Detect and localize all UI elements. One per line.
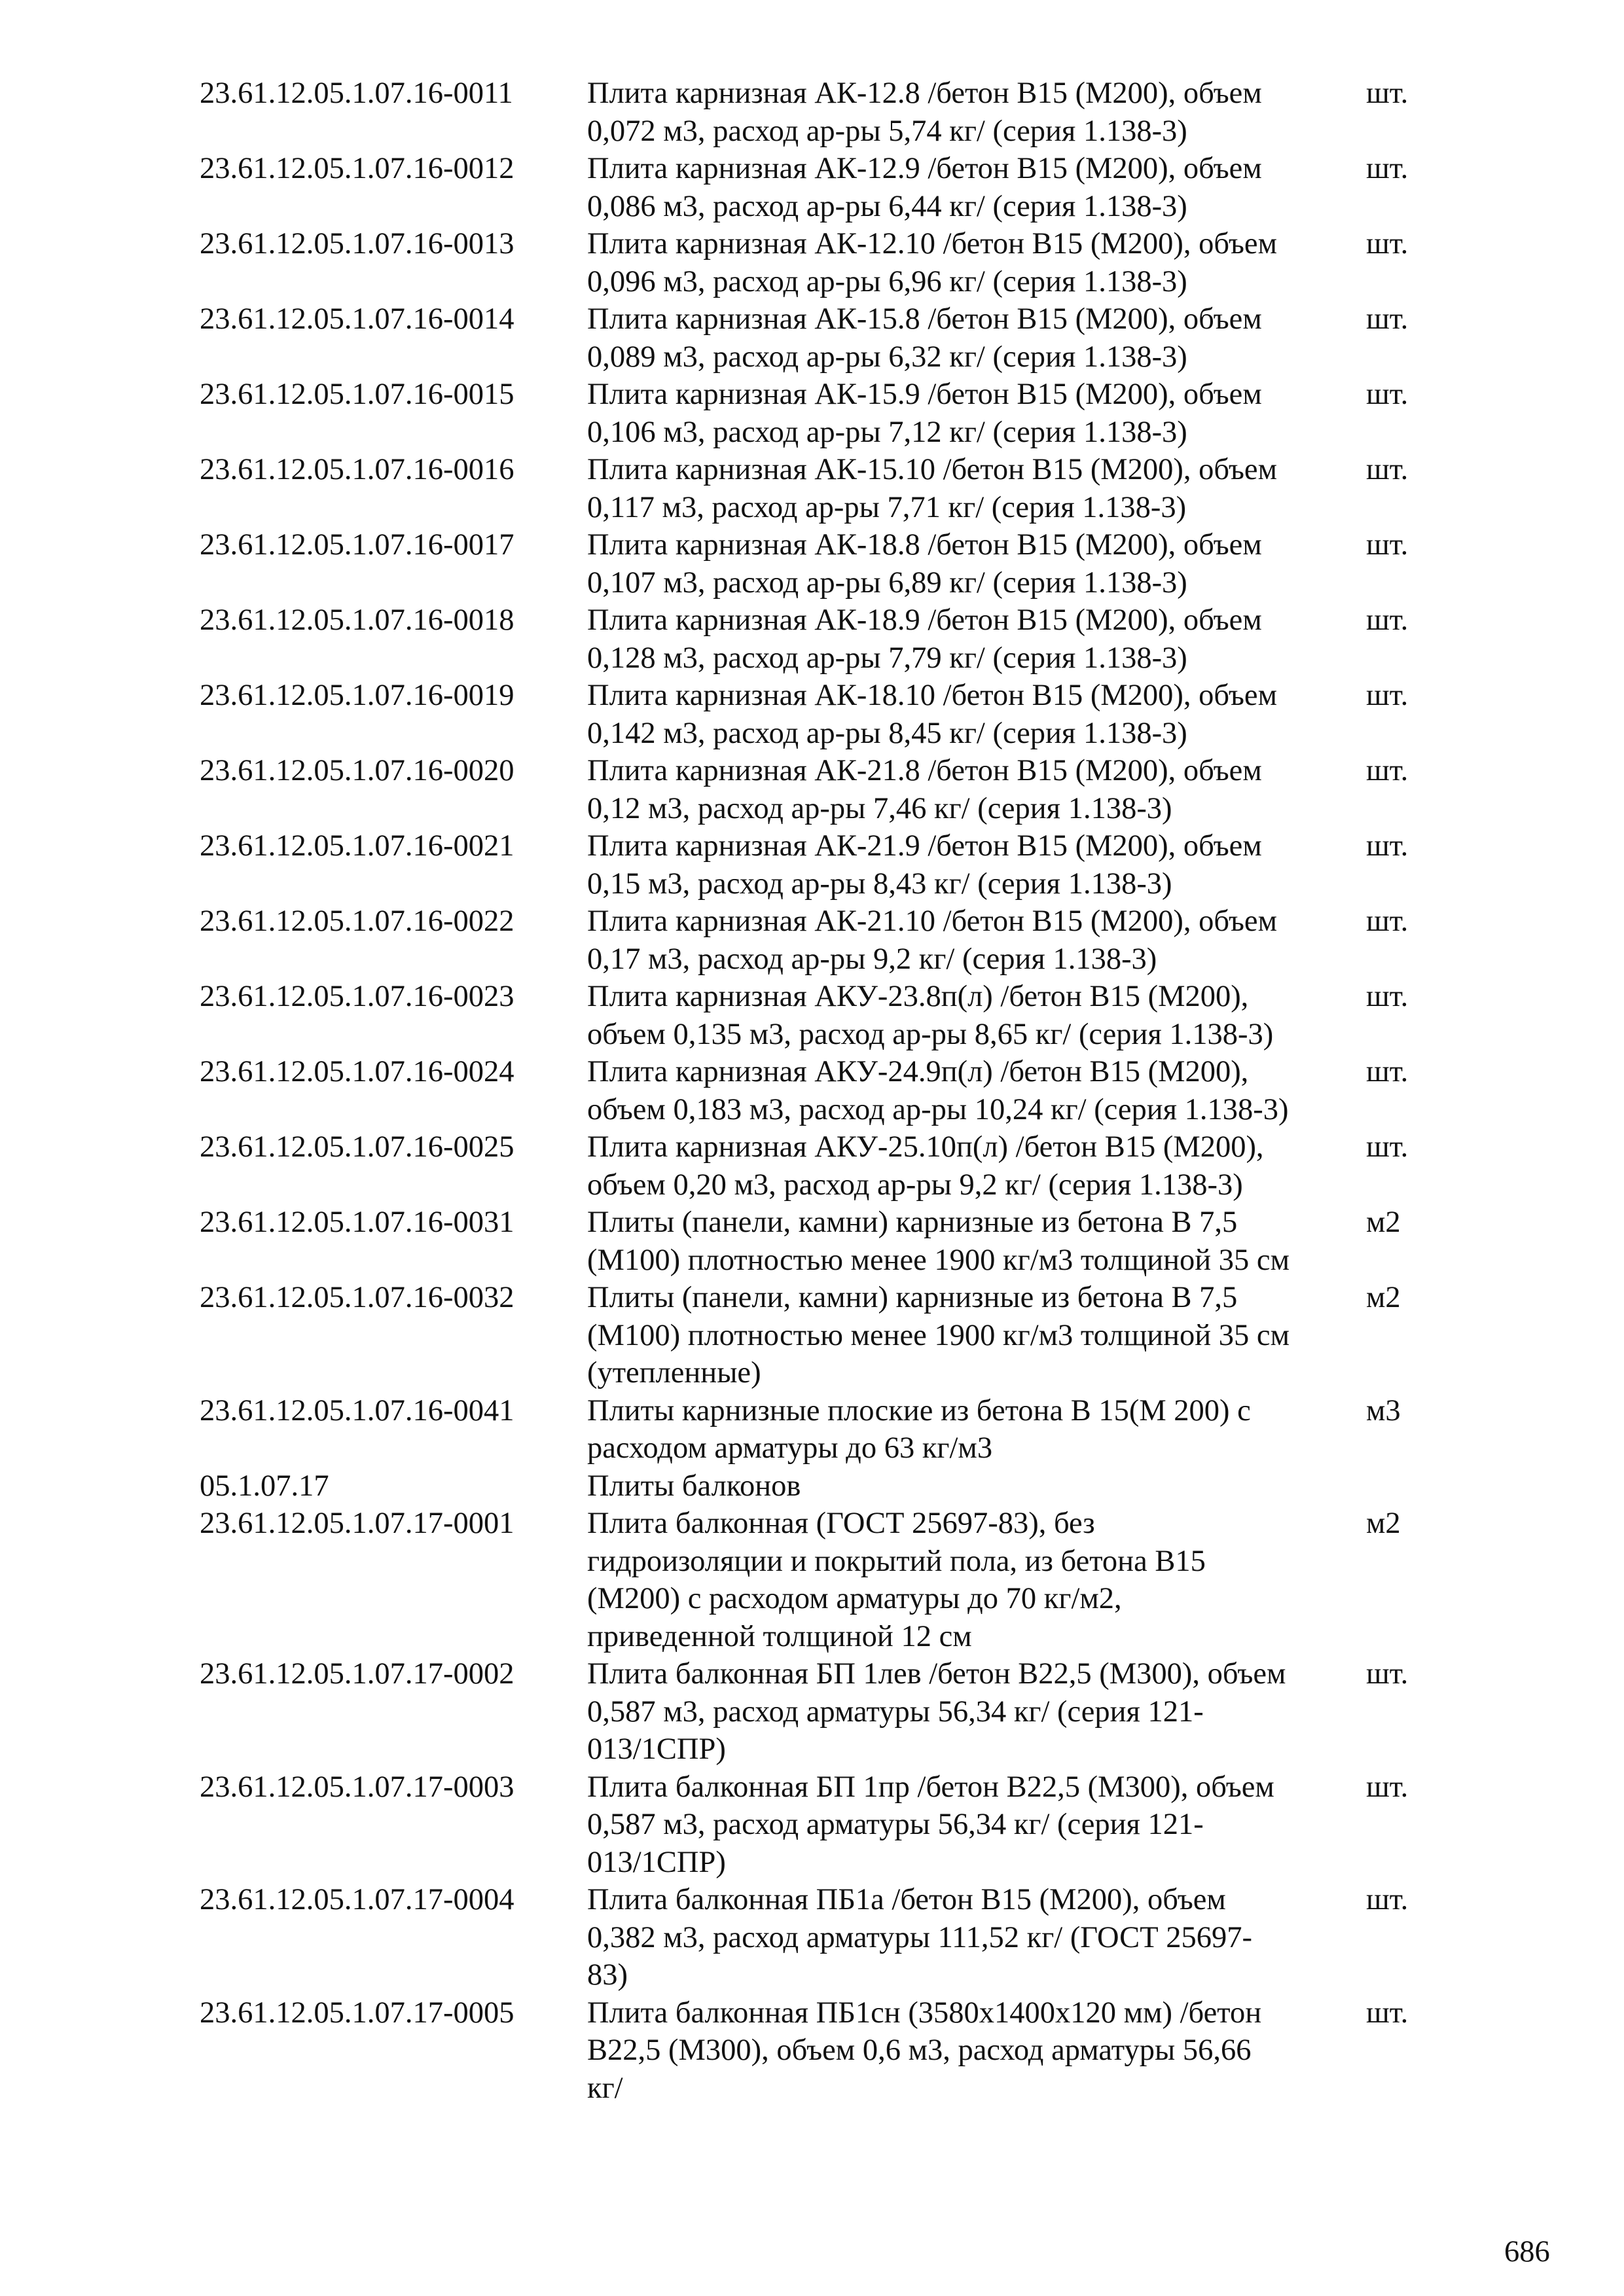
- table-row: [200, 75, 1443, 150]
- description-line: 0,117 м3, расход ар-ры 7,71 кг/ (серия 1.138-3): [587, 490, 1187, 524]
- item-unit: шт.: [1366, 227, 1409, 260]
- table-row: [200, 752, 1443, 827]
- item-code: 23.61.12.05.1.07.17-0003: [200, 1770, 514, 1804]
- item-description: [587, 376, 1366, 451]
- table-row: [200, 1467, 1443, 1505]
- item-code: 23.61.12.05.1.07.16-0023: [200, 980, 514, 1013]
- description-line: 0,587 м3, расход арматуры 56,34 кг/ (серия 121-: [587, 1695, 1204, 1729]
- table-row: [200, 903, 1443, 978]
- description-line: гидроизоляции и покрытий пола, из бетона В15: [587, 1544, 1206, 1578]
- table-row: [200, 376, 1443, 451]
- table-row: [200, 1204, 1443, 1279]
- description-line: 0,107 м3, расход ар-ры 6,89 кг/ (серия 1.138-3): [587, 565, 1187, 600]
- table-row: [200, 1053, 1443, 1128]
- description-line: 0,106 м3, расход ар-ры 7,12 кг/ (серия 1.138-3): [587, 415, 1187, 449]
- table-row: [200, 677, 1443, 752]
- description-line: В22,5 (М300), объем 0,6 м3, расход арматуры 56,66: [587, 2034, 1252, 2067]
- description-line: 0,128 м3, расход ар-ры 7,79 кг/ (серия 1.138-3): [587, 641, 1187, 675]
- table-row: [200, 1392, 1443, 1467]
- item-description: [587, 1204, 1366, 1279]
- description-line: Плита карнизная АК-15.8 /бетон В15 (М200), объем: [587, 302, 1262, 336]
- item-description: [587, 1881, 1366, 1994]
- item-description: [587, 677, 1366, 752]
- description-line: Плита карнизная АК-18.10 /бетон В15 (М200), объем: [587, 679, 1277, 712]
- item-description: [587, 75, 1366, 150]
- description-line: приведенной толщиной 12 см: [587, 1619, 972, 1653]
- description-line: Плиты (панели, камни) карнизные из бетона В 7,5: [587, 1281, 1238, 1314]
- item-description: [587, 827, 1366, 903]
- item-code: 23.61.12.05.1.07.16-0014: [200, 302, 514, 336]
- description-line: Плита карнизная АК-12.8 /бетон В15 (М200), объем: [587, 77, 1262, 110]
- item-unit: шт.: [1366, 152, 1409, 185]
- description-line: Плита карнизная АК-15.9 /бетон В15 (М200), объем: [587, 378, 1262, 411]
- description-line: (М200) с расходом арматуры до 70 кг/м2,: [587, 1582, 1122, 1615]
- page-number: 686: [1504, 2235, 1550, 2269]
- item-code: 23.61.12.05.1.07.16-0032: [200, 1281, 514, 1314]
- description-line: объем 0,135 м3, расход ар-ры 8,65 кг/ (серия 1.138-3): [587, 1017, 1274, 1051]
- item-code: 23.61.12.05.1.07.16-0021: [200, 829, 514, 863]
- item-unit: шт.: [1366, 905, 1409, 938]
- description-line: Плита балконная БП 1лев /бетон В22,5 (М300), объем: [587, 1657, 1286, 1691]
- item-description: [587, 225, 1366, 300]
- table-row: [200, 526, 1443, 601]
- description-line: Плита балконная ПБ1а /бетон В15 (М200), объем: [587, 1883, 1226, 1916]
- item-description: [587, 1768, 1366, 1882]
- description-line: Плита карнизная АК-15.10 /бетон В15 (М200), объем: [587, 453, 1277, 486]
- item-description: [587, 150, 1366, 225]
- item-code: 23.61.12.05.1.07.16-0017: [200, 528, 514, 562]
- table-row: [200, 978, 1443, 1053]
- item-code: 23.61.12.05.1.07.16-0022: [200, 905, 514, 938]
- table-row: [200, 1768, 1443, 1882]
- table-row: [200, 1128, 1443, 1204]
- description-line: Плиты (панели, камни) карнизные из бетона В 7,5: [587, 1206, 1238, 1239]
- item-description: [587, 1505, 1366, 1655]
- item-description: [587, 601, 1366, 677]
- item-unit: шт.: [1366, 528, 1409, 562]
- description-line: Плита карнизная АК-18.9 /бетон В15 (М200), объем: [587, 603, 1262, 637]
- description-line: 0,12 м3, расход ар-ры 7,46 кг/ (серия 1.138-3): [587, 791, 1172, 825]
- item-unit: шт.: [1366, 679, 1409, 712]
- table-row: [200, 1881, 1443, 1994]
- description-line: объем 0,183 м3, расход ар-ры 10,24 кг/ (серия 1.138-3): [587, 1092, 1289, 1126]
- item-unit: шт.: [1366, 453, 1409, 486]
- item-unit: м2: [1366, 1507, 1401, 1540]
- item-description: [587, 1128, 1366, 1204]
- description-line: 0,086 м3, расход ар-ры 6,44 кг/ (серия 1.138-3): [587, 189, 1187, 223]
- item-unit: шт.: [1366, 1770, 1409, 1804]
- item-description: [587, 526, 1366, 601]
- table-row: [200, 1994, 1443, 2108]
- item-unit: шт.: [1366, 302, 1409, 336]
- table-row: [200, 827, 1443, 903]
- description-line: 0,15 м3, расход ар-ры 8,43 кг/ (серия 1.138-3): [587, 867, 1172, 901]
- item-description: [587, 1053, 1366, 1128]
- item-description: [587, 1994, 1366, 2108]
- description-line: Плита карнизная АК-21.8 /бетон В15 (М200), объем: [587, 754, 1262, 787]
- item-unit: шт.: [1366, 1883, 1409, 1916]
- table-row: [200, 601, 1443, 677]
- description-line: Плита карнизная АК-12.9 /бетон В15 (М200), объем: [587, 152, 1262, 185]
- price-list-table: [200, 75, 1443, 2107]
- item-description: [587, 1392, 1366, 1467]
- description-line: Плита балконная (ГОСТ 25697-83), без: [587, 1507, 1095, 1540]
- description-line: 0,096 м3, расход ар-ры 6,96 кг/ (серия 1.138-3): [587, 264, 1187, 298]
- description-line: 013/1СПР): [587, 1732, 726, 1766]
- item-code: 23.61.12.05.1.07.16-0025: [200, 1130, 514, 1164]
- item-description: [587, 300, 1366, 376]
- description-line: 0,587 м3, расход арматуры 56,34 кг/ (серия 121-: [587, 1808, 1204, 1841]
- description-line: Плиты карнизные плоские из бетона В 15(М 200) с: [587, 1393, 1251, 1427]
- item-code: 23.61.12.05.1.07.16-0013: [200, 227, 514, 260]
- description-line: 83): [587, 1958, 628, 1992]
- description-line: объем 0,20 м3, расход ар-ры 9,2 кг/ (серия 1.138-3): [587, 1168, 1243, 1202]
- item-code: 23.61.12.05.1.07.16-0011: [200, 77, 513, 110]
- item-description: [587, 752, 1366, 827]
- table-row: [200, 1505, 1443, 1655]
- description-line: 0,382 м3, расход арматуры 111,52 кг/ (ГОСТ 25697-: [587, 1920, 1252, 1954]
- item-code: 23.61.12.05.1.07.16-0012: [200, 152, 514, 185]
- description-line: (М100) плотностью менее 1900 кг/м3 толщиной 35 см: [587, 1318, 1290, 1352]
- table-row: [200, 225, 1443, 300]
- table-row: [200, 1655, 1443, 1768]
- table-row: [200, 300, 1443, 376]
- item-unit: шт.: [1366, 1657, 1409, 1691]
- description-line: Плита карнизная АК-21.9 /бетон В15 (М200), объем: [587, 829, 1262, 863]
- item-code: 23.61.12.05.1.07.17-0004: [200, 1883, 514, 1916]
- item-description: [587, 978, 1366, 1053]
- description-line: Плита карнизная АК-12.10 /бетон В15 (М200), объем: [587, 227, 1277, 260]
- description-line: Плита карнизная АКУ-24.9п(л) /бетон В15 (М200),: [587, 1055, 1249, 1088]
- item-unit: шт.: [1366, 378, 1409, 411]
- item-code: 23.61.12.05.1.07.16-0015: [200, 378, 514, 411]
- item-description: [587, 1467, 1366, 1505]
- item-unit: м2: [1366, 1206, 1401, 1239]
- table-row: [200, 150, 1443, 225]
- item-description: [587, 451, 1366, 526]
- table-row: [200, 451, 1443, 526]
- item-code: 23.61.12.05.1.07.17-0005: [200, 1996, 514, 2030]
- item-unit: шт.: [1366, 1055, 1409, 1088]
- description-line: Плита карнизная АКУ-23.8п(л) /бетон В15 (М200),: [587, 980, 1249, 1013]
- item-code: 23.61.12.05.1.07.16-0018: [200, 603, 514, 637]
- item-description: [587, 903, 1366, 978]
- item-code: 23.61.12.05.1.07.16-0041: [200, 1393, 514, 1427]
- description-line: Плита карнизная АК-18.8 /бетон В15 (М200), объем: [587, 528, 1262, 562]
- description-line: Плита карнизная АК-21.10 /бетон В15 (М200), объем: [587, 905, 1277, 938]
- description-line: 013/1СПР): [587, 1845, 726, 1879]
- item-unit: шт.: [1366, 1130, 1409, 1164]
- item-code: 23.61.12.05.1.07.16-0024: [200, 1055, 514, 1088]
- item-unit: шт.: [1366, 754, 1409, 787]
- description-line: 0,089 м3, расход ар-ры 6,32 кг/ (серия 1.138-3): [587, 340, 1187, 374]
- description-line: (М100) плотностью менее 1900 кг/м3 толщиной 35 см: [587, 1243, 1290, 1277]
- table-row: [200, 1279, 1443, 1392]
- description-line: Плита карнизная АКУ-25.10п(л) /бетон В15 (М200),: [587, 1130, 1264, 1164]
- item-code: 23.61.12.05.1.07.16-0020: [200, 754, 514, 787]
- item-unit: шт.: [1366, 1996, 1409, 2030]
- item-code: 23.61.12.05.1.07.16-0016: [200, 453, 514, 486]
- item-unit: шт.: [1366, 829, 1409, 863]
- description-line: Плиты балконов: [587, 1469, 801, 1503]
- item-description: [587, 1655, 1366, 1768]
- description-line: 0,072 м3, расход ар-ры 5,74 кг/ (серия 1.138-3): [587, 114, 1187, 148]
- item-unit: м2: [1366, 1281, 1401, 1314]
- item-unit: шт.: [1366, 603, 1409, 637]
- item-unit: шт.: [1366, 77, 1409, 110]
- description-line: Плита балконная БП 1пр /бетон В22,5 (М300), объем: [587, 1770, 1274, 1804]
- item-code: 23.61.12.05.1.07.17-0002: [200, 1657, 514, 1691]
- item-description: [587, 1279, 1366, 1392]
- item-code: 05.1.07.17: [200, 1469, 329, 1503]
- description-line: 0,142 м3, расход ар-ры 8,45 кг/ (серия 1.138-3): [587, 716, 1187, 750]
- item-unit: м3: [1366, 1393, 1401, 1427]
- item-unit: шт.: [1366, 980, 1409, 1013]
- item-code: 23.61.12.05.1.07.16-0019: [200, 679, 514, 712]
- description-line: Плита балконная ПБ1сн (3580х1400х120 мм) /бетон: [587, 1996, 1262, 2030]
- description-line: (утепленные): [587, 1356, 761, 1390]
- description-line: расходом арматуры до 63 кг/м3: [587, 1431, 993, 1465]
- item-code: 23.61.12.05.1.07.17-0001: [200, 1507, 514, 1540]
- description-line: кг/: [587, 2071, 623, 2105]
- item-code: 23.61.12.05.1.07.16-0031: [200, 1206, 514, 1239]
- description-line: 0,17 м3, расход ар-ры 9,2 кг/ (серия 1.138-3): [587, 942, 1157, 976]
